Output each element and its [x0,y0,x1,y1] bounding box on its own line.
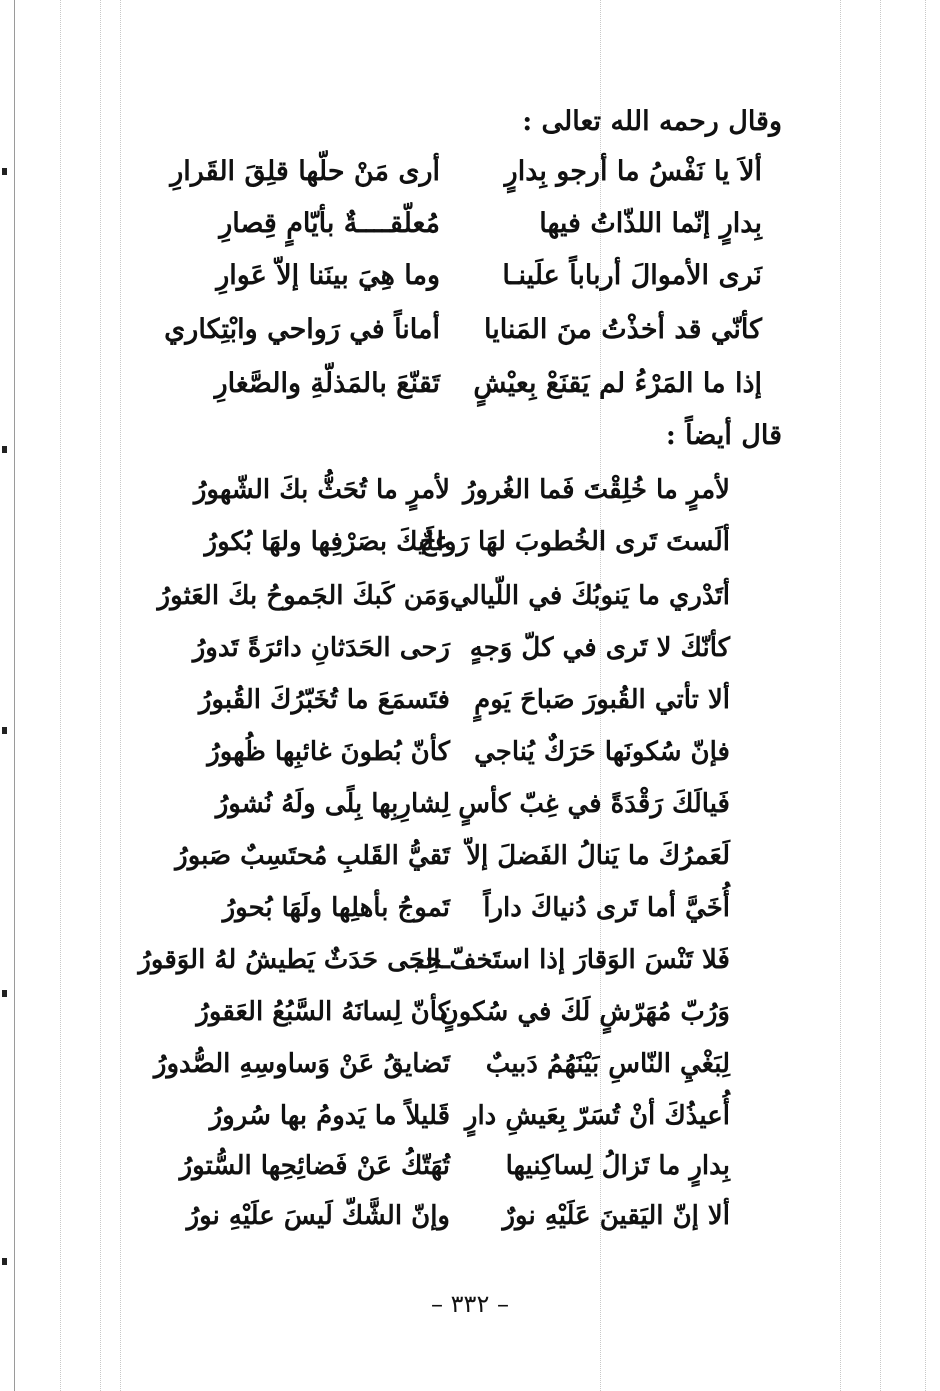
verse-first-hemistich: لِبَغْيِ النّاسِ بَيْنَهُمُ دَبيبٌ [485,1049,730,1079]
verse [150,1090,730,1142]
verse [150,570,730,622]
verse-second-hemistich: مُعلّقــــةٌ بأيّامٍ قِصارِ [219,208,440,239]
verse [150,1190,730,1242]
page-number: – ٣٣٢ – [431,1290,509,1318]
verse [150,830,730,882]
verse [150,674,730,726]
scan-line [60,0,61,1391]
verse-first-hemistich: ألا إنّ اليَقينَ عَلَيْهِ نورٌ [502,1201,730,1231]
verse-first-hemistich: ألاَ يا نَفْسُ ما أرجو بِدارٍ [504,156,762,187]
verse-first-hemistich: أُخَيَّ أما تَرى دُنياكَ داراً [483,893,730,923]
verse [150,986,730,1038]
binding-mark [2,446,7,453]
verse-first-hemistich: فَلا تَنْسَ الوَقارَ إذا استَخفّ الـ [417,945,730,975]
verse [130,304,762,356]
verse-first-hemistich: إذا ما المَرْءُ لم يَقنَعْ بِعيْشٍ [473,368,762,399]
verse [150,464,730,516]
verse [130,146,762,198]
verse-first-hemistich: وَرُبّ مُهَرّشٍ لَكَ في سُكونٍ [439,997,730,1027]
verse [150,1140,730,1192]
scan-line [925,0,926,1391]
verse [150,516,730,568]
page-edge-line [14,0,15,1391]
verse-second-hemistich: تُهَتّكُ عَنْ فَضائِحِها السُّتورُ [179,1151,450,1181]
verse [138,934,730,986]
verse-first-hemistich: أُعيذُكَ أنْ تُسَرّ بِعَيشِ دارٍ [464,1101,730,1131]
verse-first-hemistich: لأمرٍ ما خُلِقْتَ فَما الغُرورُ [462,475,730,505]
verse-second-hemistich: وإنّ الشَّكّ لَيسَ علَيْهِ نورُ [186,1201,450,1231]
verse [130,198,762,250]
verse-second-hemistich: وَمَن كَبكَ الجَموحُ بكَ العَثورُ [157,581,450,611]
scan-line [100,0,101,1391]
binding-mark [2,168,7,175]
verse-second-hemistich: لأمرٍ ما تُحَثُّ بكَ الشّهورُ [193,475,450,505]
verse [150,622,730,674]
verse [130,250,762,302]
verse-second-hemistich: وما هِيَ بينَنا إلاّ عَوارِ [216,260,440,291]
verse-second-hemistich: كأنّ بُطونَ غائبِها ظُهورُ [207,737,450,767]
verse [150,1038,730,1090]
scan-line [840,0,841,1391]
verse-first-hemistich: فإنّ سُكونَها حَرَكٌ يُناجي [474,737,730,767]
verse-first-hemistich: كأنّكَ لا تَرى في كلّ وَجهٍ [469,633,730,663]
verse-second-hemistich: أماناً في رَواحي وابْتِكاري [164,314,440,345]
verse-first-hemistich: ألَستَ تَرى الخُطوبَ لهَا رَواحٌ [419,527,730,557]
scan-line [880,0,881,1391]
verse [130,358,762,410]
verse-second-hemistich: رَحى الحَدَثانِ دائرَةً تَدورُ [192,633,450,663]
verse-second-hemistich: علَيكَ بصَرْفِها ولهَا بُكورُ [204,527,450,557]
verse-first-hemistich: نَرى الأموالَ أرباباً علَينـا [502,260,762,291]
verse [150,726,730,778]
binding-mark [2,990,7,997]
verse-first-hemistich: ألا تأتي القُبورَ صَباحَ يَومٍ [474,685,730,715]
binding-mark [2,1258,7,1265]
verse-first-hemistich: أتَدْري ما يَنوبُكَ في اللّيالي [450,581,730,611]
verse-first-hemistich: كأنّي قد أخذْتُ منَ المَنايا [483,314,762,345]
poem-heading: وقال رحمه الله تعالى : [522,106,782,137]
verse [150,778,730,830]
verse-second-hemistich: ـحِجَى حَدَثٌ يَطيشُ لهُ الوَقورُ [138,945,450,975]
verse-first-hemistich: لَعَمرُكَ ما يَنالُ الفَضلَ إلاّ [466,841,730,871]
verse-second-hemistich: أرى مَنْ حلّها قلِقَ القَرارِ [170,156,440,187]
scan-line [120,0,121,1391]
verse-second-hemistich: تَقنّعَ بالمَذلّةِ والصَّغارِ [214,368,440,399]
verse-first-hemistich: بِدارٍ إنّما اللذّاتُ فيها [539,208,762,239]
verse-second-hemistich: لِشارِبِها بِلًى ولَهُ نُشورُ [215,789,450,819]
verse-second-hemistich: تَقيُّ القَلبِ مُحتَسِبٌ صَبورُ [175,841,450,871]
verse-second-hemistich: تَموجُ بأهلِها ولَهَا بُحورُ [222,893,450,923]
verse [150,882,730,934]
poem-heading: قال أيضاً : [665,420,782,451]
verse-second-hemistich: تَضايقُ عَنْ وَساوسِهِ الصُّدورُ [153,1049,450,1079]
verse-second-hemistich: كأنّ لِسانَهُ السَّبُعُ العَقورُ [196,997,450,1027]
verse-second-hemistich: قَليلاً ما يَدومُ بها سُرورُ [209,1101,450,1131]
verse-second-hemistich: فتَسمَعَ ما تُخَبّرُكَ القُبورُ [198,685,450,715]
binding-mark [2,727,7,734]
verse-first-hemistich: بِدارٍ ما تَزالُ لِساكِنيها [505,1151,730,1181]
verse-first-hemistich: فَيالَكَ رَقْدَةً في غِبّ كأسٍ [458,789,730,819]
